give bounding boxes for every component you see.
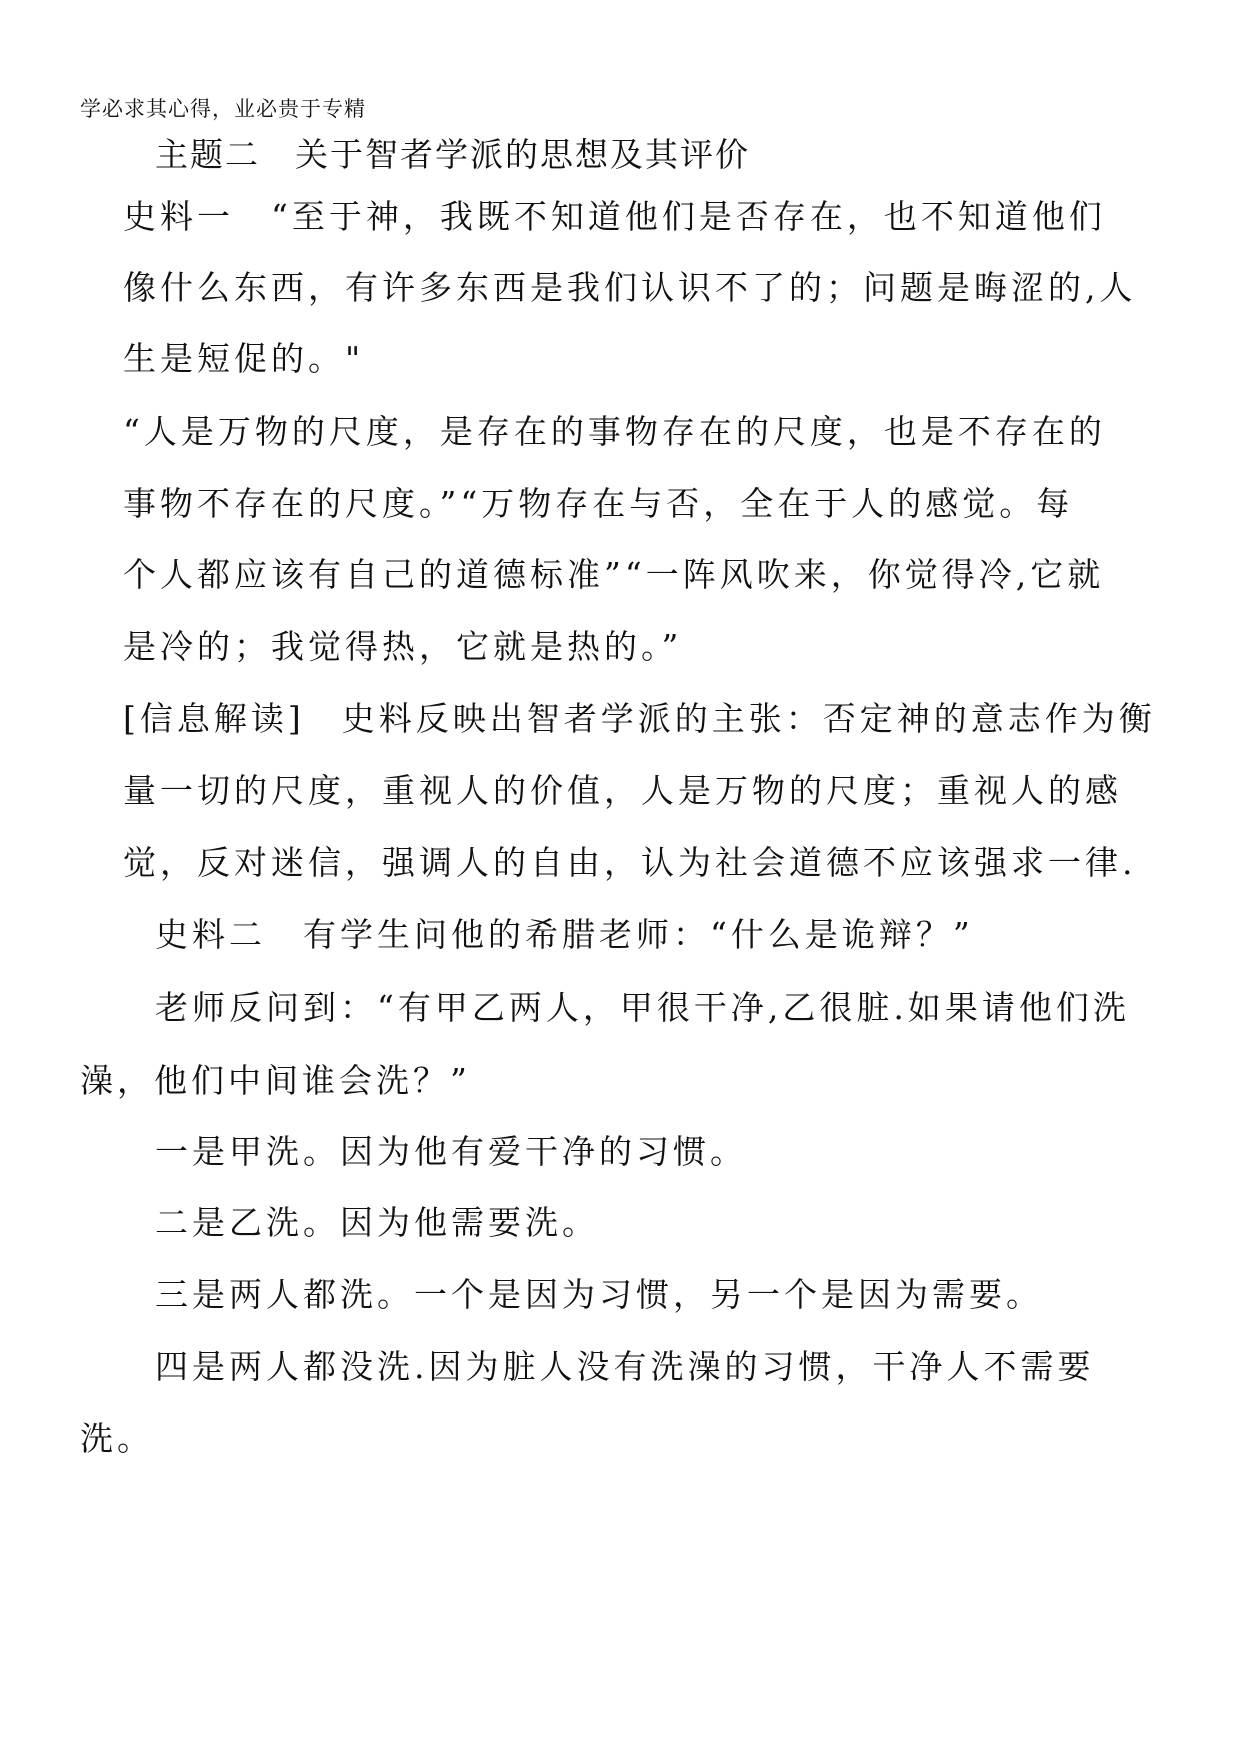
text-line: 觉，反对迷信，强调人的自由，认为社会道德不应该强求一律.: [123, 843, 1137, 882]
page-header: 学必求其心得，业必贵于专精: [80, 97, 366, 121]
text-line: 澡，他们中间谁会洗？”: [80, 1061, 471, 1100]
text-line: 史料一 “至于神，我既不知道他们是否存在，也不知道他们: [123, 197, 1106, 236]
text-line: 史料二 有学生问他的希腊老师：“什么是诡辩？”: [155, 915, 974, 954]
page-title: 主题二 关于智者学派的思想及其评价: [155, 135, 750, 174]
text-line: 像什么东西，有许多东西是我们认识不了的；问题是晦涩的,人: [123, 268, 1137, 307]
text-line: 三是两人都洗。一个是因为习惯，另一个是因为需要。: [155, 1275, 1043, 1314]
text-line: [信息解读] 史料反映出智者学派的主张：否定神的意志作为衡: [123, 699, 1156, 738]
text-line: 量一切的尺度，重视人的价值，人是万物的尺度；重视人的感: [123, 771, 1122, 810]
text-line: 二是乙洗。因为他需要洗。: [155, 1203, 599, 1242]
text-line: “人是万物的尺度，是存在的事物存在的尺度，也是不存在的: [123, 412, 1106, 451]
text-line: 一是甲洗。因为他有爱干净的习惯。: [155, 1132, 747, 1171]
text-line: 事物不存在的尺度。”“万物存在与否，全在于人的感觉。每: [123, 484, 1074, 523]
text-line: 老师反问到：“有甲乙两人，甲很干净,乙很脏.如果请他们洗: [155, 988, 1130, 1027]
text-line: 生是短促的。": [123, 339, 365, 378]
text-line: 四是两人都没洗.因为脏人没有洗澡的习惯，干净人不需要: [155, 1347, 1095, 1386]
text-line: 个人都应该有自己的道德标准”“一阵风吹来，你觉得冷,它就: [123, 555, 1105, 594]
text-line: 是冷的；我觉得热，它就是热的。”: [123, 627, 683, 666]
text-line: 洗。: [80, 1419, 154, 1458]
